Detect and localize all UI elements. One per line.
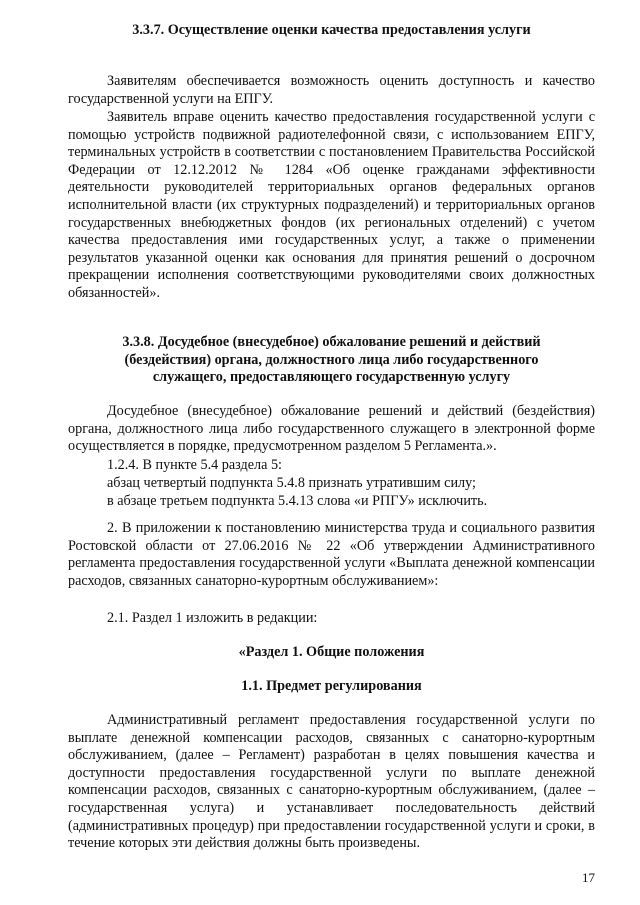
section-337-paragraph-1: Заявителям обеспечивается возможность оценить доступность и качество государственной услуги на ЕПГУ. bbox=[68, 73, 595, 107]
section-337-paragraph-2: Заявитель вправе оценить качество предоставления государственной услуги с помощью устройств подвижной радиотелефонной связи, с использованием ЕПГУ, терминальных устройств в соответствии с постановлением Правительства Российской Федерации от 12.12.2012 № 1284 «Об оценке гражданами эффективности деятельности руководителей территориальных органов федеральных органов исполнительной власти (их структурных подразделений) и территориальных органов государственных внебюджетных фондов (их региональных отделений) с учетом качества предоставления ими государственных услуг, а также о применении результатов указанной оценки как основания для принятия решений о досрочном прекращении исполнения соответствующими руководителями своих должностных обязанностей». bbox=[68, 109, 595, 301]
section-338-line-2: абзац четвертый подпункта 5.4.8 признать утратившим силу; bbox=[107, 475, 476, 491]
section-338-line-3: в абзаце третьем подпункта 5.4.13 слова «и РПГУ» исключить. bbox=[107, 493, 488, 509]
page-number: 17 bbox=[582, 870, 595, 885]
section-337-heading: 3.3.7. Осуществление оценки качества предоставления услуги bbox=[132, 22, 531, 38]
section-338-heading: 3.3.8. Досудебное (внесудебное) обжалование решений и действий (бездействия) органа, должностного лица либо государственного служащего, предоставляющего государственную услугу bbox=[122, 334, 541, 386]
section-1-heading: «Раздел 1. Общие положения bbox=[238, 644, 425, 660]
section-1-subheading: 1.1. Предмет регулирования bbox=[241, 678, 422, 694]
item-2-paragraph: 2. В приложении к постановлению министерства труда и социального развития Ростовской области от 27.06.2016 № 22 «Об утверждении Административного регламента предоставления государственной услуги «Выплата денежной компенсации расходов, связанных санаторно-курортным обслуживанием»: bbox=[68, 520, 595, 589]
item-2-line-1: 2.1. Раздел 1 изложить в редакции: bbox=[107, 610, 318, 626]
section-1-paragraph-1: Административный регламент предоставления государственной услуги по выплате денежной компенсации расходов, связанных с санаторно-курортным обслуживанием, (далее – Регламент) разработан в целях повышения качества и доступности предоставления государственной услуги по выплате денежной компенсации расходов, связанных с санаторно-курортным обслуживанием, (далее – государственная услуга) и устанавливает последовательность действий (административных процедур) при предоставлении государственной услуги и сроки, в течение которых эти действия должны быть произведены. bbox=[68, 712, 595, 852]
section-338-line-1: 1.2.4. В пункте 5.4 раздела 5: bbox=[107, 457, 283, 473]
section-338-paragraph-1: Досудебное (внесудебное) обжалование решений и действий (бездействия) органа, должностного лица либо государственного служащего в электронной форме осуществляется в порядке, предусмотренном разделом 5 Регламента.». bbox=[68, 403, 595, 455]
